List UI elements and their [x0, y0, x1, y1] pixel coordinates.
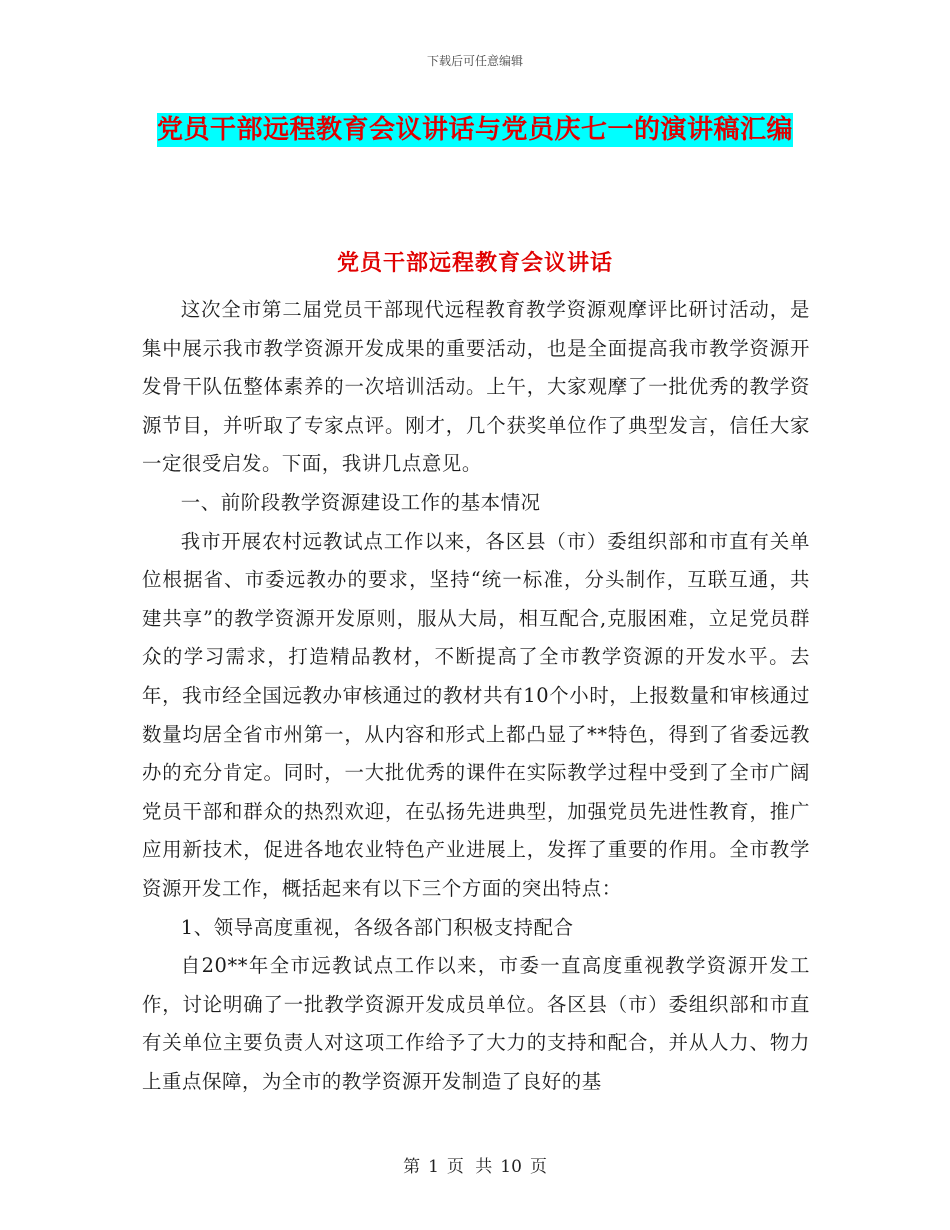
- section-title: 党员干部远程教育会议讲话: [336, 251, 613, 276]
- heading-point-one: 1、领导高度重视，各级各部门积极支持配合: [180, 915, 574, 939]
- header-note: 下载后可任意编辑: [426, 54, 523, 68]
- paragraph-intro: 这次全市第二届党员干部现代远程教育教学资源观摩评比研讨活动，是集中展示我市教学资源开发成果的重要活动，也是全面提高我市教学资源开发骨干队伍整体素养的一次培训活动。上午，大家观摩了一批优秀的教学资源节目，并听取了专家点评。刚才，几个获奖单位作了典型发言，信任大家一定很受启发。下面，我讲几点意见。: [142, 298, 810, 476]
- footer-middle: 页 共: [446, 1157, 493, 1177]
- paragraph-overview: 我市开展农村远教试点工作以来，各区县（市）委组织部和市直有关单位根据省、市委远教办的要求，坚持“统一标准，分头制作，互联互通，共建共享”的教学资源开发原则，服从大局，相互配合,克服困难，立足党员群众的学习需求，打造精品教材，不断提高了全市教学资源的开发水平。去年，我市经全国远教办审核通过的教材共有10个小时，上报数量和审核通过数量均居全省市州第一，从内容和形式上都凸显了**特色，得到了省委远教办的充分肯定。同时，一大批优秀的课件在实际教学过程中受到了全市广阔党员干部和群众的热烈欢迎，在弘扬先进典型，加强党员先进性教育，推广应用新技术，促进各地农业特色产业进展上，发挥了重要的作用。全市教学资源开发工作，概括起来有以下三个方面的突出特点：: [142, 529, 810, 900]
- document-title: [140, 108, 810, 152]
- footer-page-number: 1: [428, 1157, 439, 1177]
- heading-part-one: 一、前阶段教学资源建设工作的基本情况: [180, 490, 541, 514]
- document-title-text: 党员干部远程教育会议讲话与党员庆七一的演讲稿汇编: [156, 115, 793, 145]
- footer-total-pages: 10: [500, 1157, 522, 1177]
- footer-suffix: 页: [529, 1157, 547, 1177]
- paragraph-point-one: 自20**年全市远教试点工作以来，市委一直高度重视教学资源开发工作，讨论明确了一批教学资源开发成员单位。各区县（市）委组织部和市直有关单位主要负责人对这项工作给予了大力的支持和配合，并从人力、物力上重点保障，为全市的教学资源开发制造了良好的基: [142, 954, 810, 1093]
- footer-prefix: 第: [403, 1157, 421, 1177]
- page-footer: [0, 1152, 950, 1177]
- document-body: [142, 291, 810, 1101]
